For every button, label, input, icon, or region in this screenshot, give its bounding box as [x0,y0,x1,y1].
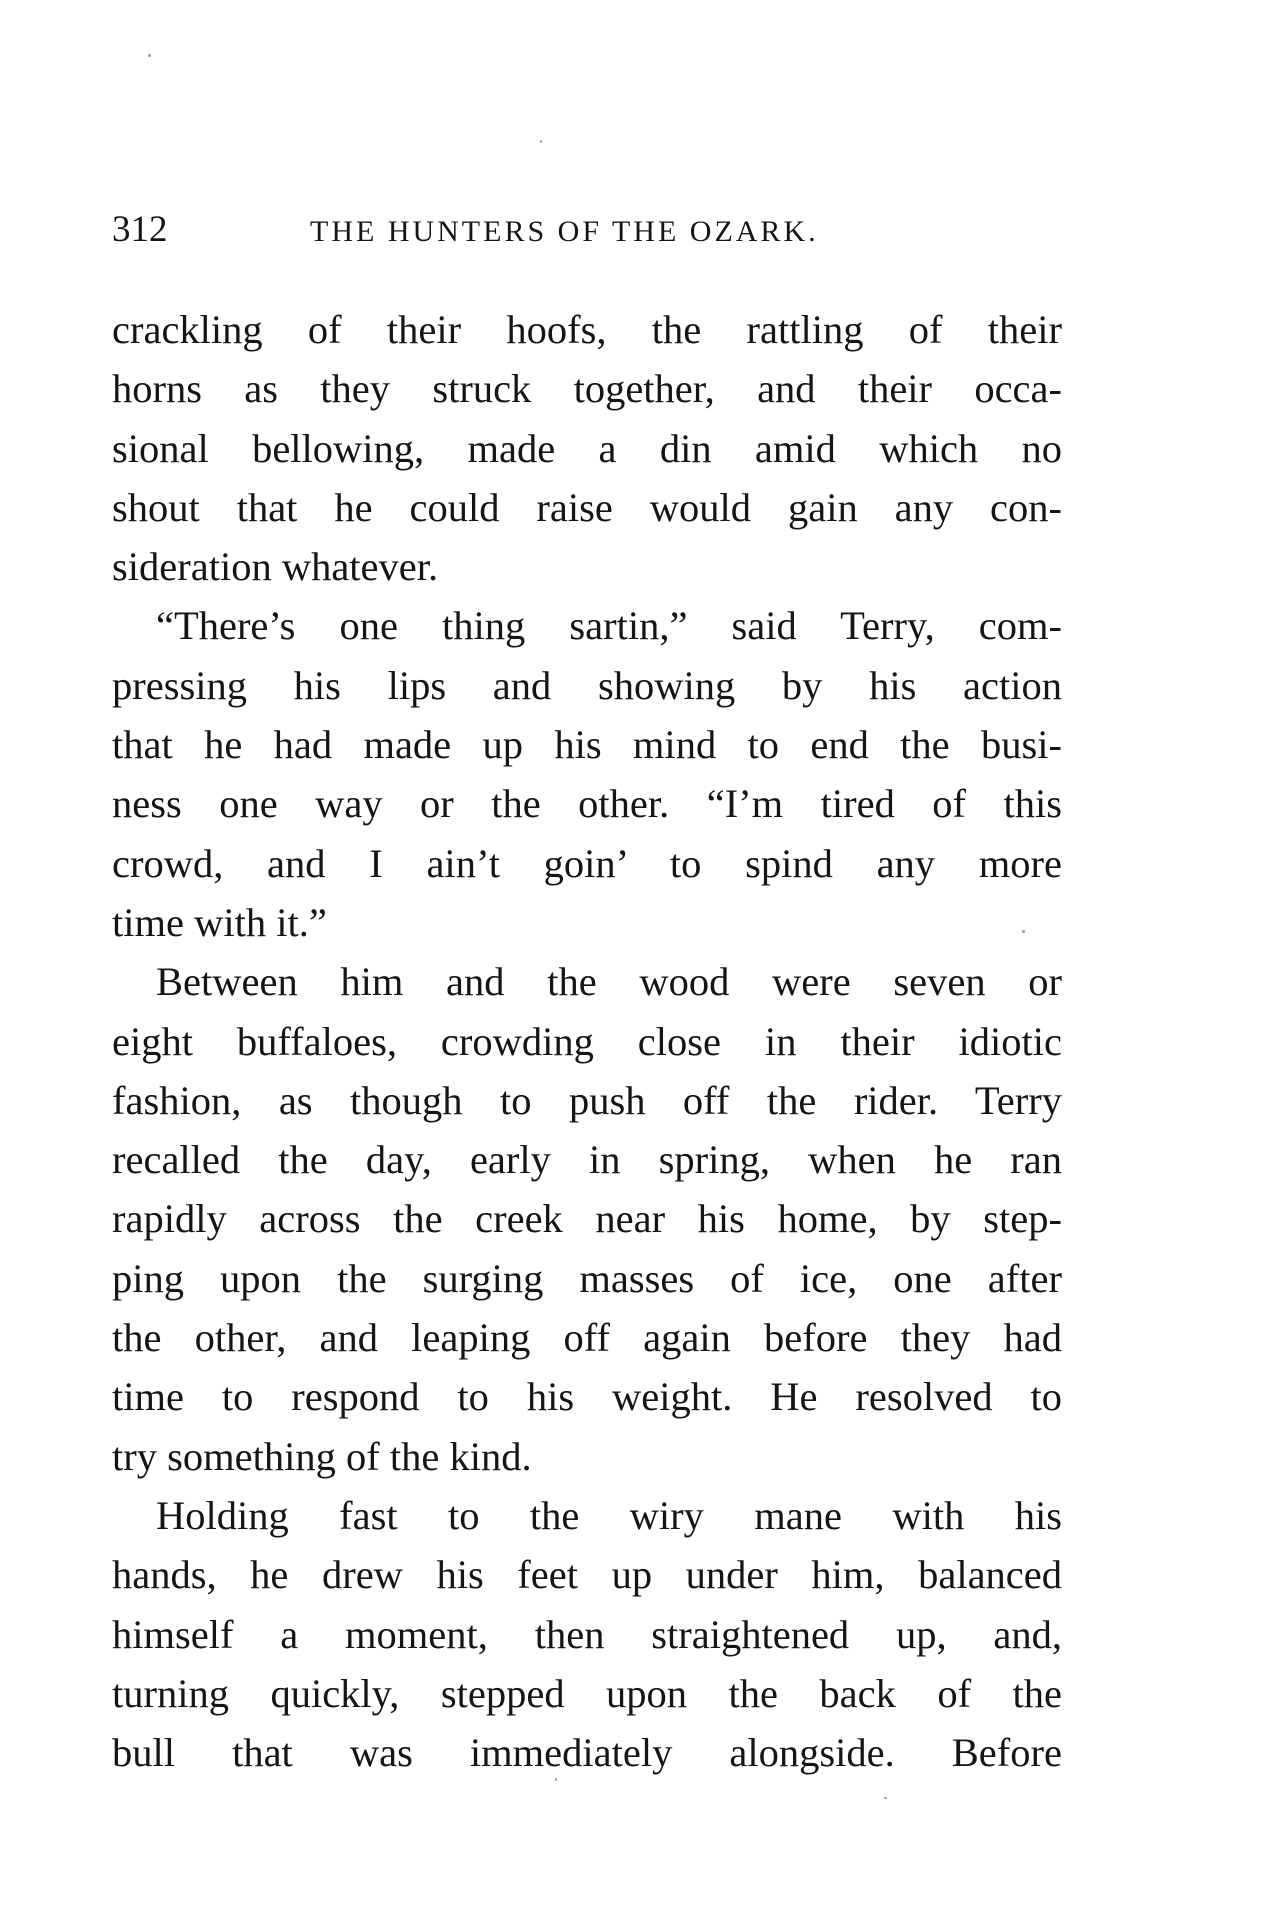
text-line: fashion, as though to push off the rider. Terry [112,1077,1062,1123]
text-line: sideration whatever. [112,544,439,590]
text-line: recalled the day, early in spring, when he ran [112,1137,1062,1183]
body-text [112,300,1062,1782]
text-line: rapidly across the creek near his home, by step- [112,1196,1062,1242]
paper-speck [1022,930,1025,933]
text-line: ping upon the surging masses of ice, one after [112,1255,1062,1301]
text-line: pressing his lips and showing by his action [112,662,1062,708]
text-line: crackling of their hoofs, the rattling of their [112,307,1062,352]
text-line: sional bellowing, made a din amid which no [112,425,1062,471]
text-line: Between him and the wood were seven or [156,959,1062,1005]
text-line: turning quickly, stepped upon the back of the [112,1670,1062,1716]
text-line: hands, he drew his feet up under him, balanced [112,1552,1062,1598]
paper-speck [884,1797,887,1799]
text-line: eight buffaloes, crowding close in their idiotic [112,1018,1062,1064]
running-head [112,205,1072,255]
paper-speck [148,54,151,57]
paper-speck [540,140,542,143]
text-line: try something of the kind. [112,1433,532,1479]
text-line: “There’s one thing sartin,” said Terry, com- [156,603,1062,649]
text-line: shout that he could raise would gain any con- [112,484,1062,530]
text-line: himself a moment, then straightened up, and, [112,1611,1062,1657]
running-title: THE HUNTERS OF THE OZARK. [310,215,819,248]
text-line: ness one way or the other. “I’m tired of this [112,781,1062,827]
text-line: bull that was immediately alongside. Before [112,1730,1062,1776]
text-line: that he had made up his mind to end the busi- [112,722,1062,768]
text-line: horns as they struck together, and their occa- [112,366,1062,412]
page-number: 312 [112,209,168,250]
text-line: Holding fast to the wiry mane with his [156,1492,1062,1538]
text-line: time to respond to his weight. He resolved to [112,1374,1062,1420]
text-line: time with it.” [112,899,327,945]
text-line: crowd, and I ain’t goin’ to spind any more [112,840,1062,886]
paper-speck [555,1778,557,1781]
text-line: the other, and leaping off again before they had [112,1315,1062,1361]
